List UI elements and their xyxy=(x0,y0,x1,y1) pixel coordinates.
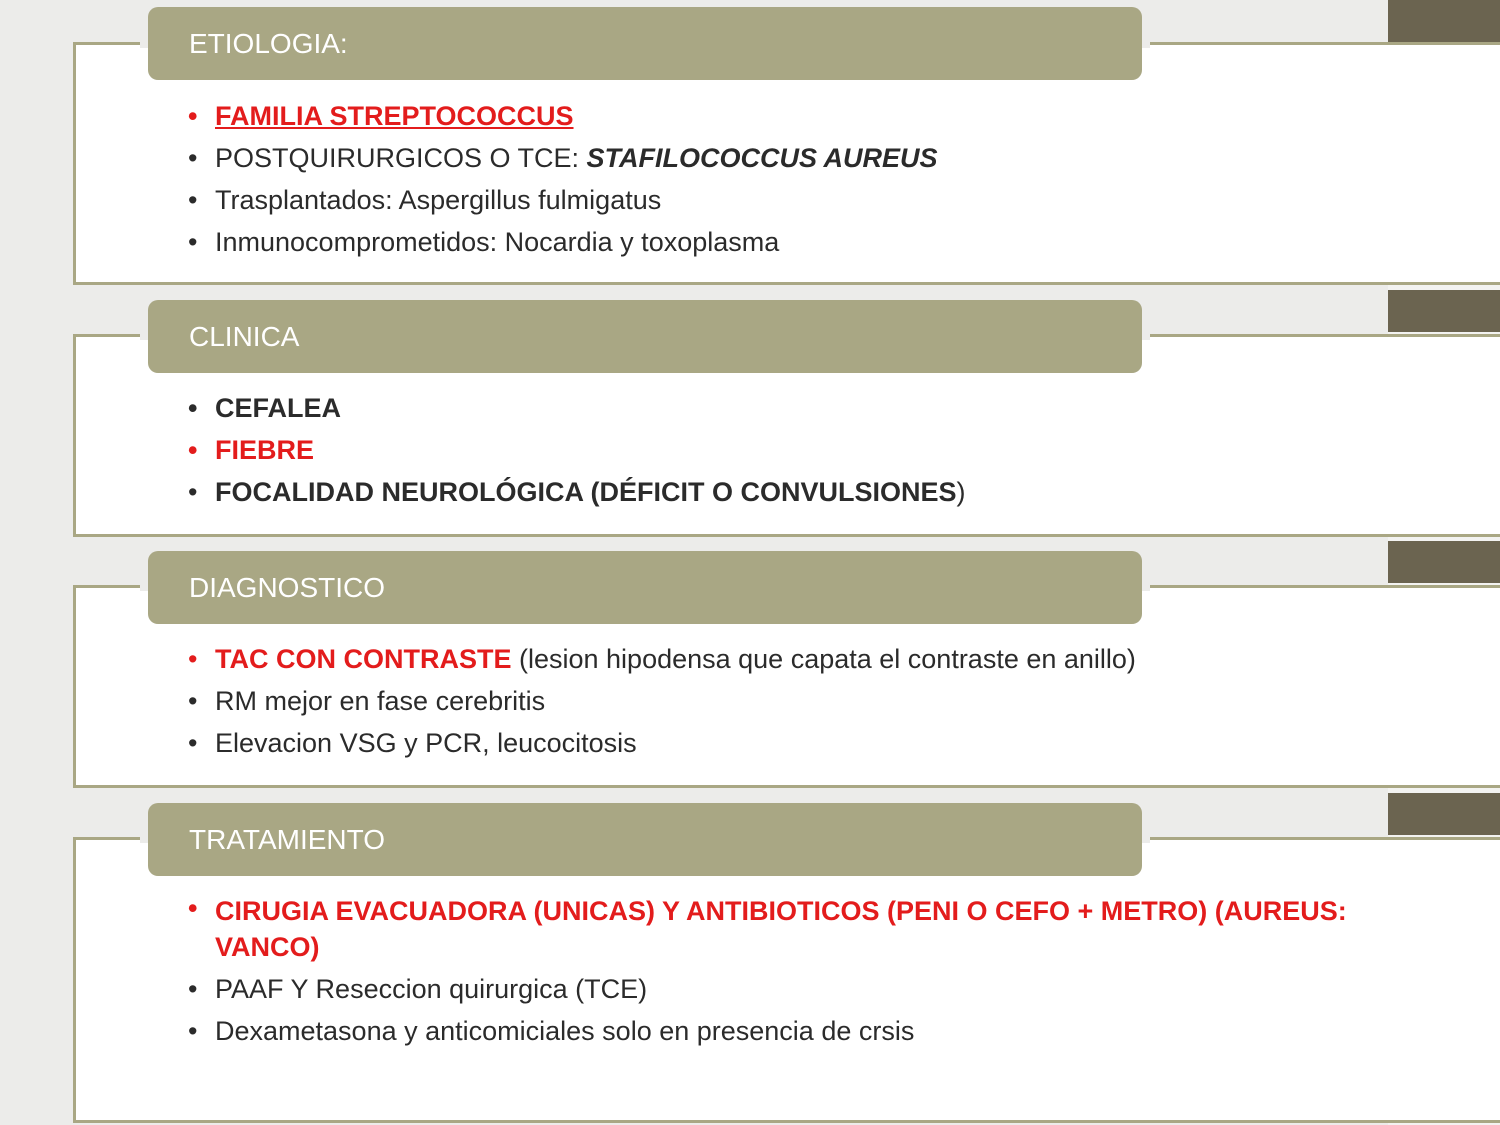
clinica-list xyxy=(186,387,1386,513)
accent-stripe-3 xyxy=(1388,541,1500,583)
section-title-etiologia: ETIOLOGIA: xyxy=(148,7,1142,80)
list-item: • Trasplantados: Aspergillus fulmigatus xyxy=(186,179,1386,221)
tratamiento-list xyxy=(186,890,1386,1052)
list-item: • POSTQUIRURGICOS O TCE: STAFILOCOCCUS AUREUS xyxy=(186,137,1386,179)
diagnostico-list xyxy=(186,638,1386,764)
section-title-diagnostico: DIAGNOSTICO xyxy=(148,551,1142,624)
list-item: • CIRUGIA EVACUADORA (UNICAS) Y ANTIBIOTICOS (PENI O CEFO + METRO) (AUREUS: VANCO) xyxy=(186,890,1386,968)
section-title-clinica: CLINICA xyxy=(148,300,1142,373)
list-item: • FIEBRE xyxy=(186,429,1386,471)
section-title-tratamiento: TRATAMIENTO xyxy=(148,803,1142,876)
accent-stripe-2 xyxy=(1388,290,1500,332)
list-item: • CEFALEA xyxy=(186,387,1386,429)
list-item: • TAC CON CONTRASTE (lesion hipodensa que capata el contraste en anillo) xyxy=(186,638,1386,680)
list-item: • Dexametasona y anticomiciales solo en presencia de crsis xyxy=(186,1010,1386,1052)
list-item: • RM mejor en fase cerebritis xyxy=(186,680,1386,722)
list-item: • Elevacion VSG y PCR, leucocitosis xyxy=(186,722,1386,764)
etiologia-list xyxy=(186,95,1386,263)
accent-stripe-4 xyxy=(1388,793,1500,835)
accent-stripe-1 xyxy=(1388,0,1500,42)
list-item: • FAMILIA STREPTOCOCCUS xyxy=(186,95,1386,137)
list-item: • FOCALIDAD NEUROLÓGICA (DÉFICIT O CONVULSIONES) xyxy=(186,471,1386,513)
list-item: • PAAF Y Reseccion quirurgica (TCE) xyxy=(186,968,1386,1010)
list-item: • Inmunocomprometidos: Nocardia y toxoplasma xyxy=(186,221,1386,263)
